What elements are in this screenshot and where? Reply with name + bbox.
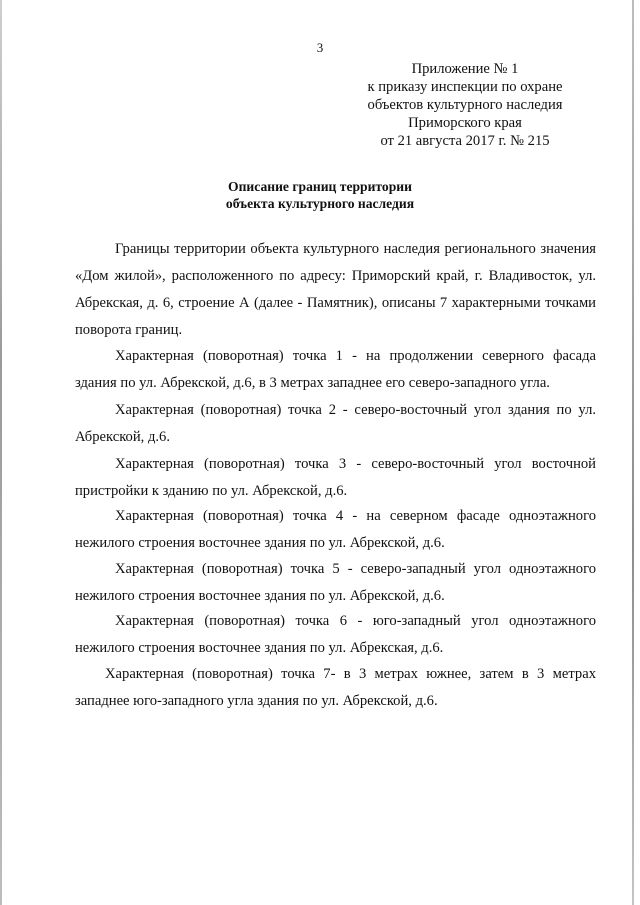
document-title-line-2: объекта культурного наследия xyxy=(225,196,415,211)
scan-edge-left xyxy=(0,0,2,905)
paragraph-point-2: Характерная (поворотная) точка 2 - северо-восточный угол здания по ул. Абрекской, д.6. xyxy=(75,402,596,445)
paragraph-boundaries-intro: Границы территории объекта культурного наследия регионального значения «Дом жилой», расположенного по адресу: Приморский край, г. Владивосток, ул. Абрекская, д. 6, строение А (далее - Памятник), описаны 7 характерными точками поворота границ. xyxy=(75,241,596,338)
page-number: 3 xyxy=(316,40,324,55)
paragraph-point-3: Характерная (поворотная) точка 3 - северо-восточный угол восточной пристройки к зданию по ул. Абрекской, д.6. xyxy=(75,456,596,499)
appendix-header xyxy=(350,60,580,150)
paragraph-point-5: Характерная (поворотная) точка 5 - северо-западный угол одноэтажного нежилого строения восточнее здания по ул. Абрекской, д.6. xyxy=(75,561,596,604)
appendix-line-4: Приморского края xyxy=(408,115,522,131)
paragraph-point-4: Характерная (поворотная) точка 4 - на северном фасаде одноэтажного нежилого строения восточнее здания по ул. Абрекской, д.6. xyxy=(75,508,596,551)
appendix-line-2: к приказу инспекции по охране xyxy=(367,79,563,95)
appendix-line-3: объектов культурного наследия xyxy=(367,97,563,113)
document-title-line-1: Описание границ территории xyxy=(228,179,412,194)
document-title xyxy=(0,178,640,212)
appendix-line-5: от 21 августа 2017 г. № 215 xyxy=(380,133,550,149)
scan-edge-right xyxy=(632,0,634,905)
paragraph-point-7: Характерная (поворотная) точка 7- в 3 метрах южнее, затем в 3 метрах западнее юго-западного угла здания по ул. Абрекской, д.6. xyxy=(75,666,596,709)
paragraph-point-1: Характерная (поворотная) точка 1 - на продолжении северного фасада здания по ул. Абрекской, д.6, в 3 метрах западнее его северо-западного угла. xyxy=(75,348,596,391)
appendix-line-1: Приложение № 1 xyxy=(411,61,519,77)
paragraph-point-6: Характерная (поворотная) точка 6 - юго-западный угол одноэтажного нежилого строения восточнее здания по ул. Абрекская, д.6. xyxy=(75,613,596,656)
